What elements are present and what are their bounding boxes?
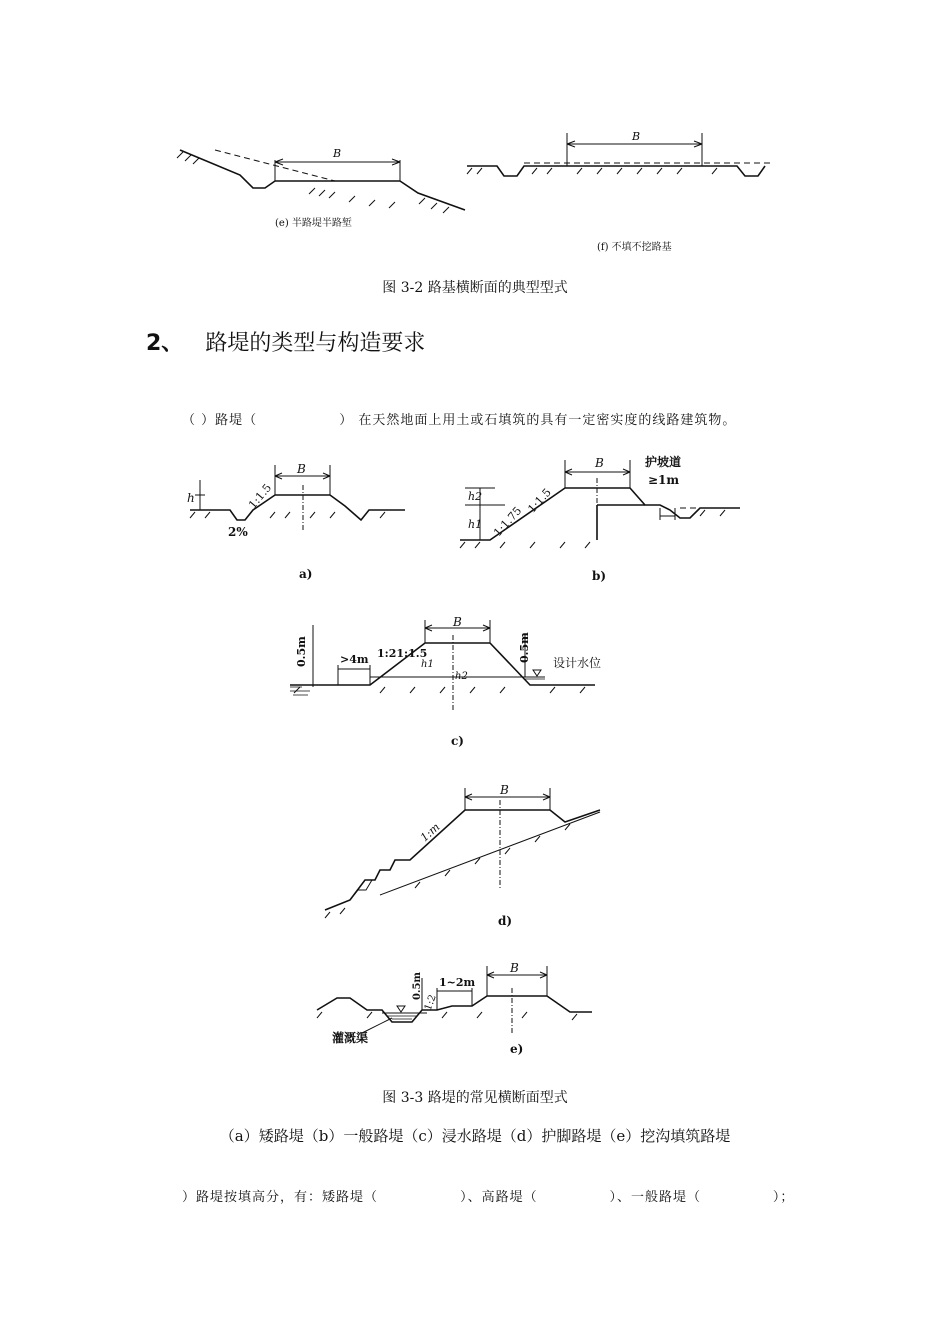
c-h1: h1 — [421, 659, 434, 670]
c-gt4m: >4m — [340, 653, 369, 666]
a-label: a) — [299, 567, 313, 581]
figure-f-no-fill-no-cut — [462, 128, 782, 253]
figure-33a-low-embankment — [185, 460, 415, 590]
width-symbol-B: B — [632, 130, 641, 143]
section-heading — [146, 326, 425, 357]
b-h1: h1 — [468, 518, 483, 531]
d-label: d) — [498, 914, 513, 928]
figure-3-2-caption: 图 3-2 路基横断面的典型型式 — [382, 280, 568, 296]
b-slope2: 1:1.5 — [525, 485, 554, 516]
width-symbol-B: B — [333, 147, 342, 160]
e-freeboard: 0.5m — [412, 972, 423, 1000]
b-label: b) — [592, 569, 607, 583]
b-h2: h2 — [468, 490, 483, 503]
b-slope1: 1:1.75 — [491, 504, 525, 540]
figure-3-3-caption: 图 3-3 路堤的常见横断面型式 — [382, 1090, 568, 1106]
figure-33e-ditch-fill — [312, 958, 602, 1058]
c-label: c) — [451, 734, 464, 748]
e-canal: 灌溉渠 — [332, 1031, 369, 1045]
section-title: 路堤的类型与构造要求 — [205, 331, 426, 356]
a-slope: 1:1.5 — [246, 481, 275, 512]
c-water-level: 设计水位 — [553, 656, 602, 670]
definition-line: （ ）路堤（ ） 在天然地面上用土或石填筑的具有一定密实度的线路建筑物。 — [182, 413, 737, 428]
e-label: e) — [510, 1042, 524, 1056]
e-width-B: B — [510, 961, 519, 975]
figure-3-3-subcaption: （a）矮路堤（b）一般路堤（c）浸水路堤（d）护脚路堤（e）挖沟填筑路堤 — [219, 1127, 731, 1145]
b-berm-width: ≥1m — [648, 473, 680, 487]
b-berm: 护坡道 — [645, 455, 682, 469]
c-slopes: 1:21:1.5 — [377, 647, 428, 660]
c-width-B: B — [453, 615, 462, 629]
e-distance: 1~2m — [439, 976, 476, 989]
c-freeboard-left: 0.5m — [295, 636, 308, 667]
figure-e-label: (e) 半路堤半路堑 — [275, 218, 352, 229]
c-h2: h2 — [455, 671, 468, 682]
figure-e-half-fill-half-cut — [175, 130, 475, 240]
classification-line: ）路堤按填高分，有：矮路堤（ ）、高路堤（ ）、一般路堤（ ）； — [182, 1190, 795, 1205]
a-width-B: B — [297, 462, 306, 476]
e-slope: 1:2 — [422, 993, 439, 1013]
a-grade: 2% — [228, 525, 248, 539]
figure-33b-normal-embankment — [445, 450, 745, 585]
b-width-B: B — [595, 456, 604, 470]
a-height-h: h — [187, 491, 195, 505]
figure-33d-toe-embankment — [320, 780, 610, 930]
d-slope: 1:m — [417, 820, 443, 845]
figure-33c-submerged-embankment — [285, 615, 615, 750]
d-width-B: B — [500, 783, 509, 797]
section-number: 2、 — [146, 331, 184, 356]
c-freeboard-right: 0.5m — [518, 632, 531, 663]
figure-f-label: (f) 不填不挖路基 — [597, 242, 672, 253]
